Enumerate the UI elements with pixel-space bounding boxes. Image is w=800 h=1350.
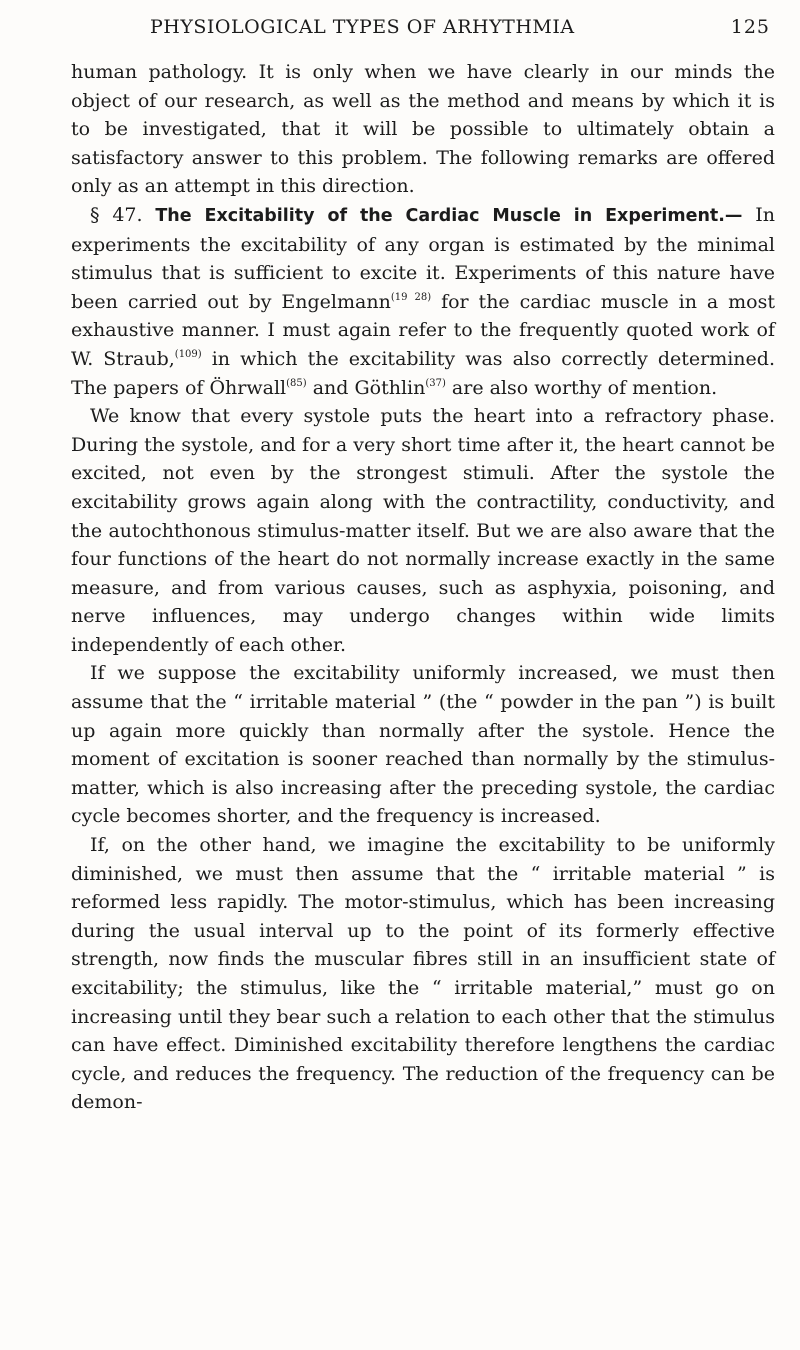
reference-superscript: (37) xyxy=(425,377,446,389)
text-run: and Göthlin xyxy=(306,376,426,399)
text-run: in which the excitability was also correctly determined. The papers of Öhrwall xyxy=(71,347,775,399)
paragraph: If, on the other hand, we imagine the excitability to be uniformly diminished, we must then assume that the “ irritable material ” is reformed less rapidly. The motor-stimulus, which has been increasing during the usual interval up to the point of its formerly effective strength, now finds the muscular fibres still in an insufficient state of excitability; the stimulus, like the “ irritable material,” must go on increasing until they bear such a relation to each other that the stimulus can have effect. Diminished excitability therefore lengthens the cardiac cycle, and reduces the frequency. The reduction of the frequency can be demon- xyxy=(71,834,775,1114)
text-run: are also worthy of mention. xyxy=(445,376,718,399)
section-paragraph xyxy=(71,201,775,402)
section-heading: The Excitability of the Cardiac Muscle in Experiment.— xyxy=(155,205,743,226)
paragraph: We know that every systole puts the heart into a refractory phase. During the systole, and for a very short time after it, the heart cannot be excited, not even by the strongest stimuli. After the systole the excitability grows again along with the contractility, conductivity, and the autochthonous stimulus-matter itself. But we are also aware that the four functions of the heart do not normally increase exactly in the same measure, and from various causes, such as asphyxia, poisoning, and nerve influences, may undergo changes within wide limits independently of each other. xyxy=(71,405,775,656)
reference-superscript: (19 28) xyxy=(390,291,432,303)
running-title: PHYSIOLOGICAL TYPES OF ARHYTHMIA xyxy=(150,16,575,38)
page-number: 125 xyxy=(730,16,770,38)
running-header xyxy=(70,16,770,44)
body-text xyxy=(71,58,775,1117)
section-number: § 47. xyxy=(90,203,143,226)
paragraph: human pathology. It is only when we have clearly in our minds the object of our research, as well as the method and means by which it is to be investigated, that it will be possible to ultimately obtain a satisfactory answer to this problem. The following remarks are offered only as an attempt in this direction. xyxy=(71,61,775,198)
paragraph: If we suppose the excitability uniformly increased, we must then assume that the “ irritable material ” (the “ powder in the pan ”) is built up again more quickly than normally after the systole. Hence the moment of excitation is sooner reached than normally by the stimulus-matter, which is also increasing after the preceding systole, the cardiac cycle becomes shorter, and the frequency is increased. xyxy=(71,662,775,828)
reference-superscript: (85) xyxy=(286,377,307,389)
text-run: for the cardiac muscle in a most exhaustive manner. I must again refer to the frequently quoted work of W. Straub, xyxy=(71,290,776,370)
reference-superscript: (109) xyxy=(174,348,202,360)
text-run: In experiments the excitability of any organ is estimated by the minimal stimulus that is sufficient to excite it. Experiments of this nature have been carried out by Engelmann xyxy=(71,203,775,313)
